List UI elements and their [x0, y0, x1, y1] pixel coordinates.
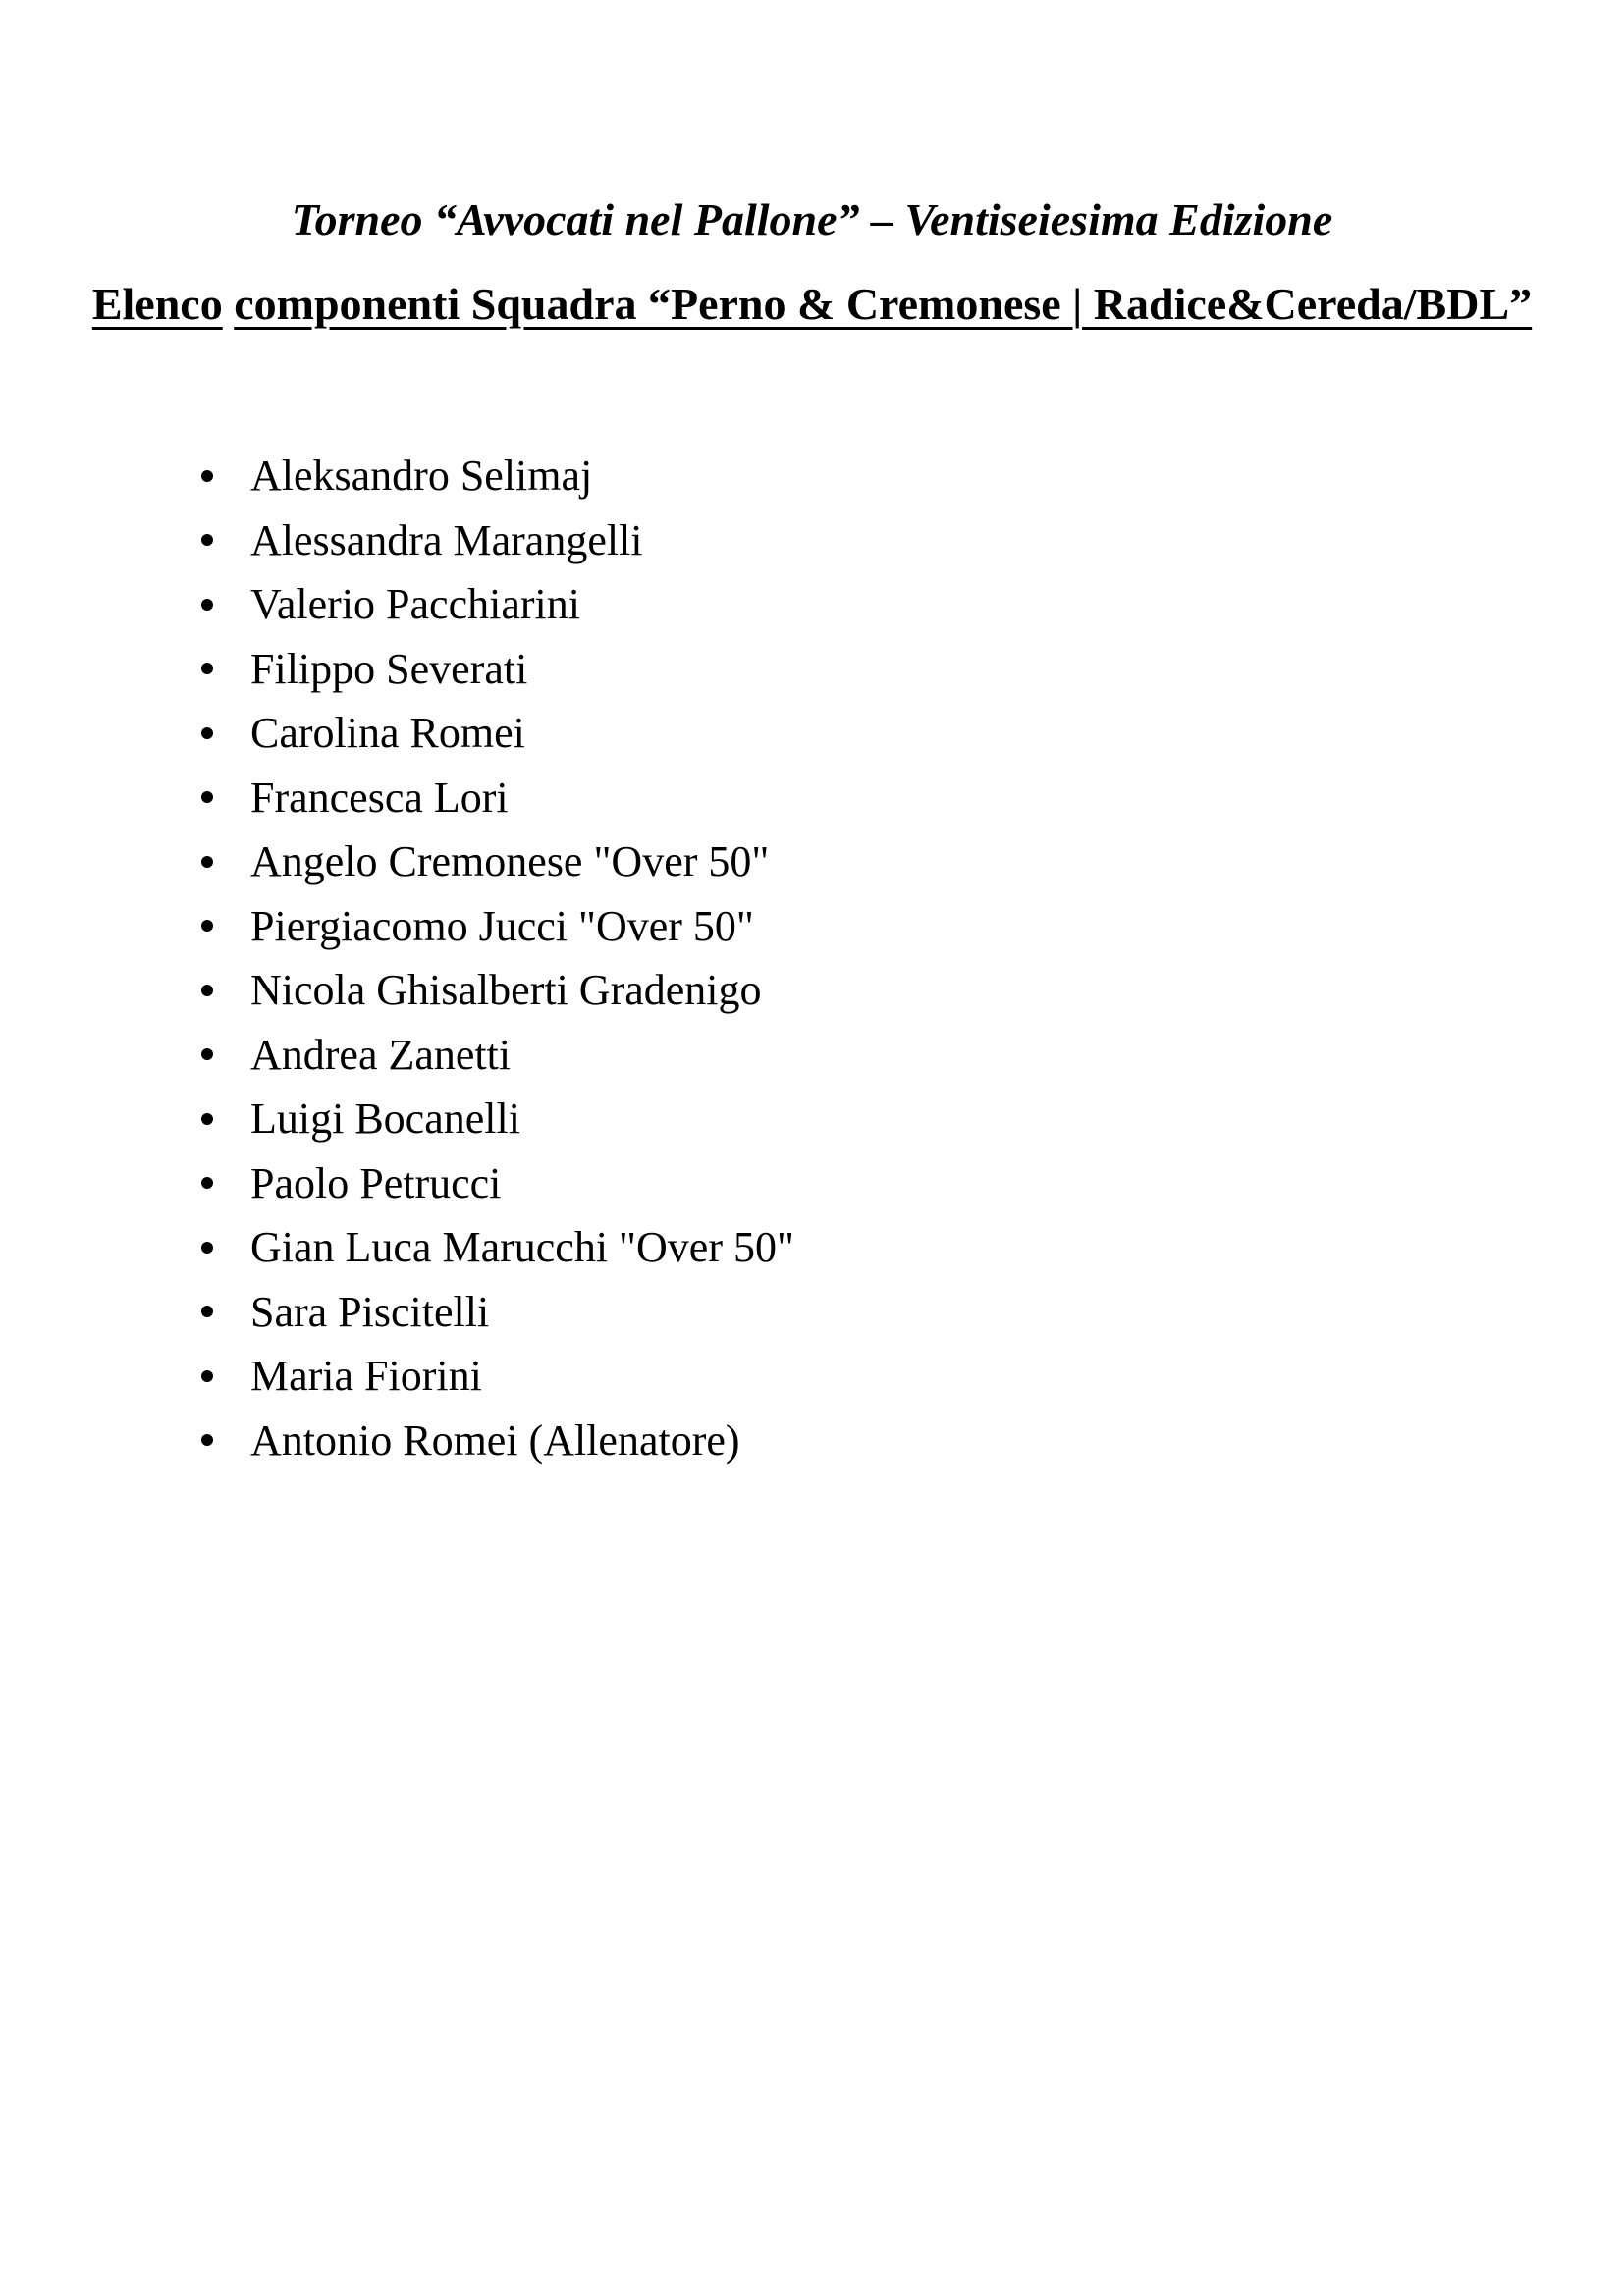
list-item: [201, 1023, 794, 1088]
subtitle-word: Elenco: [91, 279, 223, 329]
list-item: [201, 572, 794, 637]
member-name: Maria Fiorini: [250, 1352, 482, 1400]
list-item: [201, 958, 794, 1023]
bullet-icon: [201, 534, 213, 546]
list-item: [201, 637, 794, 702]
list-item: [201, 1087, 794, 1151]
bullet-icon: [201, 727, 213, 739]
list-item: [201, 1280, 794, 1345]
team-member-list: [201, 444, 794, 1472]
bullet-icon: [201, 1242, 213, 1254]
list-item: [201, 701, 794, 766]
member-name: Sara Piscitelli: [250, 1287, 490, 1336]
member-name: Valerio Pacchiarini: [250, 580, 580, 628]
document-subtitle: [0, 277, 1624, 332]
member-name: Aleksandro Selimaj: [250, 452, 593, 500]
member-name: Piergiacomo Jucci "Over 50": [250, 901, 754, 950]
list-item: [201, 894, 794, 959]
list-item: [201, 1409, 794, 1473]
member-name: Alessandra Marangelli: [250, 515, 643, 564]
member-name: Antonio Romei (Allenatore): [250, 1415, 740, 1465]
bullet-icon: [201, 791, 213, 803]
list-item: [201, 1151, 794, 1216]
bullet-icon: [201, 1113, 213, 1125]
bullet-icon: [201, 599, 213, 611]
member-name: Francesca Lori: [250, 773, 509, 822]
member-name: Gian Luca Marucchi "Over 50": [250, 1223, 794, 1271]
list-item: [201, 766, 794, 830]
member-name: Angelo Cremonese "Over 50": [250, 837, 770, 885]
bullet-icon: [201, 920, 213, 932]
bullet-icon: [201, 1306, 213, 1317]
bullet-icon: [201, 985, 213, 996]
bullet-icon: [201, 1370, 213, 1382]
member-name: Paolo Petrucci: [250, 1158, 502, 1207]
member-name: Carolina Romei: [250, 709, 525, 757]
bullet-icon: [201, 1434, 213, 1446]
member-name: Nicola Ghisalberti Gradenigo: [250, 966, 762, 1014]
bullet-icon: [201, 856, 213, 868]
list-item: [201, 829, 794, 894]
bullet-icon: [201, 1048, 213, 1060]
list-item: [201, 1215, 794, 1280]
list-item: [201, 1344, 794, 1409]
bullet-icon: [201, 663, 213, 674]
bullet-icon: [201, 470, 213, 482]
list-item: [201, 444, 794, 508]
member-name: Andrea Zanetti: [250, 1030, 512, 1079]
member-name: Filippo Severati: [250, 644, 528, 693]
member-name: Luigi Bocanelli: [250, 1095, 520, 1143]
document-title: Torneo “Avvocati nel Pallone” – Ventiseiesima Edizione: [291, 194, 1333, 244]
subtitle-rest: componenti Squadra “Perno & Cremonese | Radice&Cereda/BDL”: [234, 279, 1533, 329]
list-item: [201, 508, 794, 573]
bullet-icon: [201, 1177, 213, 1189]
